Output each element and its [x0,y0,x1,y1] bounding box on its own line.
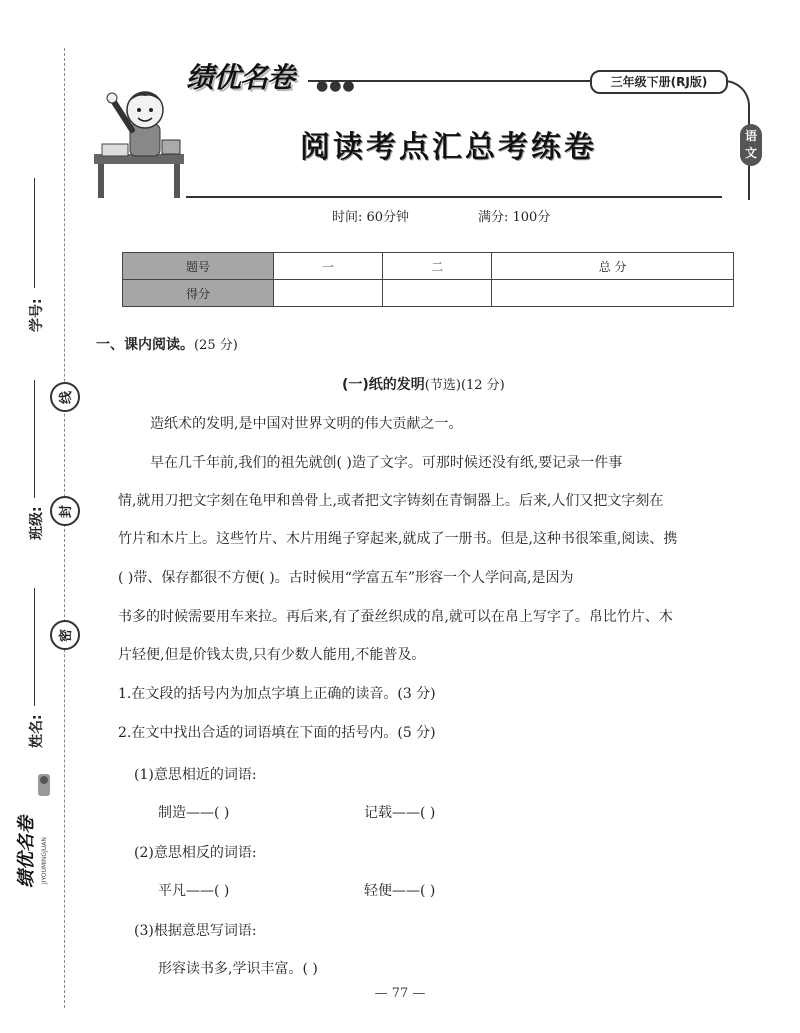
header-underline [186,196,722,198]
question-2-2: (2)意思相反的词语: [134,845,257,861]
table-cell: 一 [274,253,383,280]
passage-line: 早在几千年前,我们的祖先就创( )造了文字。可那时候还没有纸,要记录一件事 [150,455,623,471]
table-cell: 得分 [123,280,274,307]
answer-blank-zhizao[interactable]: 制造——( ) [158,805,230,821]
full-score: 满分: 100分 [478,210,551,225]
class-field[interactable] [34,380,35,498]
brand-dots: ●●● [316,78,356,94]
binding-dashed-line [64,48,65,1008]
side-logo-pinyin: JIYOUMINGJUAN [41,837,48,884]
passage-line: 情,就用刀把文字刻在龟甲和兽骨上,或者把文字铸刻在青铜器上。后来,人们又把文字刻在 [118,493,664,509]
question-2-3: (3)根据意思写词语: [134,923,257,939]
brand-logo: 绩优名卷 [186,61,295,94]
score-input-cell[interactable] [274,280,383,307]
side-brand-logo [12,770,52,890]
binding-mark-secret: 密 [50,620,80,650]
page-number: — 77 — [374,986,426,1001]
table-cell: 总 分 [492,253,734,280]
exam-time: 时间: 60分钟 [332,210,410,225]
passage-line: 竹片和木片上。这些竹片、木片用绳子穿起来,就成了一册书。但是,这种书很笨重,阅读、携 [118,531,678,547]
name-field[interactable] [34,588,35,706]
passage-paragraph: 造纸术的发明,是中国对世界文明的伟大贡献之一。 [150,416,463,432]
binding-mark-line: 线 [50,382,80,412]
student-number-label: 学号: [29,298,45,332]
score-input-cell[interactable] [383,280,492,307]
question-2-1: (1)意思相近的词语: [134,767,257,783]
subject-badge: 语 文 [740,124,762,166]
passage-line: 书多的时候需要用车来拉。再后来,有了蚕丝织成的帛,就可以在帛上写字了。帛比竹片、木 [118,609,673,625]
table-row [123,280,734,307]
table-row [123,253,734,280]
answer-blank-jizai[interactable]: 记载——( ) [364,805,436,821]
name-label: 姓名: [29,714,45,748]
grade-badge: 三年级下册(RJ版) [590,70,728,94]
student-illustration [92,74,188,200]
score-input-cell[interactable] [492,280,734,307]
question-2: 2.在文中找出合适的词语填在下面的括号内。(5 分) [118,725,436,741]
section-heading: 一、课内阅读。(25 分) [96,337,238,353]
passage-line: 片轻便,但是价钱太贵,只有少数人能用,不能普及。 [118,647,426,663]
table-cell: 题号 [123,253,274,280]
answer-blank-pingfan[interactable]: 平凡——( ) [158,883,230,899]
side-logo-text: 绩优名卷 [16,816,37,888]
answer-blank-xuefu[interactable]: 形容读书多,学识丰富。( ) [158,961,318,977]
class-label: 班级: [29,506,45,540]
score-table [122,252,734,307]
answer-blank-qingbian[interactable]: 轻便——( ) [364,883,436,899]
page-title: 阅读考点汇总考练卷 [300,130,597,165]
passage-title: (一)纸的发明(节选)(12 分) [342,377,505,393]
binding-mark-seal: 封 [50,496,80,526]
student-number-field[interactable] [34,178,35,288]
passage-line: ( )带、保存都很不方便( )。古时候用“学富五车”形容一个人学问高,是因为 [118,570,574,586]
table-cell: 二 [383,253,492,280]
question-1: 1.在文段的括号内为加点字填上正确的读音。(3 分) [118,686,436,702]
